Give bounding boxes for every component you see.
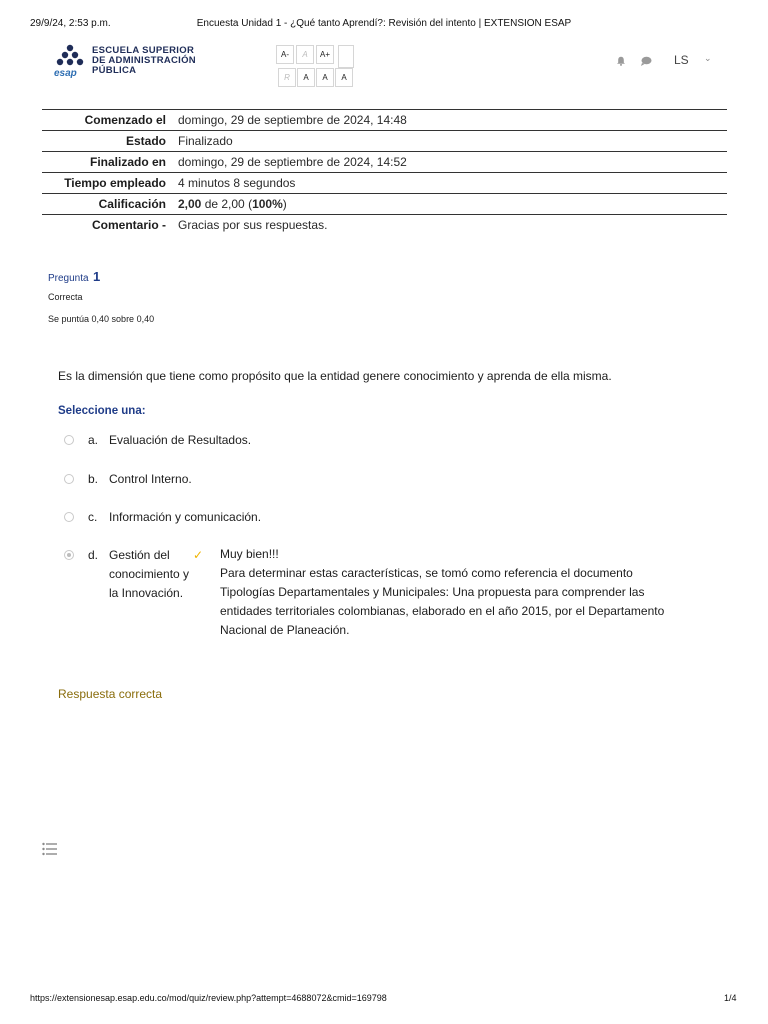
summary-value [172, 194, 727, 215]
option-text: Control Interno. [109, 472, 192, 486]
summary-row-time [42, 173, 727, 194]
font-blank-button[interactable] [338, 45, 354, 68]
print-url: https://extensionesap.esap.edu.co/mod/quiz/review.php?attempt=4688072&cmid=169798 [30, 993, 387, 1003]
print-title: Encuesta Unidad 1 - ¿Qué tanto Aprendí?: Revisión del intento | EXTENSION ESAP [196, 18, 572, 29]
question-label: Pregunta [48, 273, 89, 284]
summary-value: Finalizado [172, 131, 727, 152]
option-letter: d. [88, 548, 99, 562]
summary-label: Tiempo empleado [42, 173, 172, 194]
summary-value: domingo, 29 de septiembre de 2024, 14:48 [172, 110, 727, 131]
summary-row-state [42, 131, 727, 152]
esap-logo[interactable] [50, 44, 220, 84]
summary-row-grade [42, 194, 727, 215]
radio-button-selected[interactable] [64, 550, 74, 560]
option-text: Información y comunicación. [109, 510, 262, 524]
summary-label: Comenzado el [42, 110, 172, 131]
summary-row-started [42, 110, 727, 131]
question-number [48, 268, 100, 286]
list-icon[interactable] [42, 842, 58, 856]
radio-button[interactable] [64, 512, 74, 522]
option-text: Evaluación de Resultados. [109, 433, 252, 447]
font-decrease-button[interactable]: A- [276, 45, 294, 64]
option-letter: b. [88, 472, 99, 486]
summary-value: domingo, 29 de septiembre de 2024, 14:52 [172, 152, 727, 173]
contrast-button-2[interactable]: A [316, 68, 334, 87]
logo-mark-text: esap [54, 68, 77, 79]
summary-row-comment [42, 215, 727, 236]
radio-button[interactable] [64, 435, 74, 445]
summary-label: Finalizado en [42, 152, 172, 173]
logo-line-1: ESCUELA SUPERIOR [92, 45, 195, 56]
font-reset-button[interactable]: A [296, 45, 314, 64]
option-letter: a. [88, 433, 99, 447]
option-letter: c. [88, 510, 98, 524]
summary-label: Comentario - [42, 215, 172, 236]
esap-logo-icon [52, 44, 92, 80]
print-page-number: 1/4 [724, 993, 737, 1003]
feedback-title: Muy bien!!! [220, 547, 279, 561]
attempt-summary-table [42, 109, 727, 236]
question-grade: Se puntúa 0,40 sobre 0,40 [48, 314, 155, 324]
summary-row-finished [42, 152, 727, 173]
contrast-button-1[interactable]: A [297, 68, 315, 87]
grade-percent: 100% [252, 197, 283, 211]
contrast-reset-button[interactable]: R [278, 68, 296, 87]
question-number-value: 1 [93, 269, 101, 284]
logo-line-3: PÚBLICA [92, 65, 137, 76]
contrast-button-3[interactable]: A [335, 68, 353, 87]
specific-feedback [220, 545, 690, 640]
chat-icon[interactable] [640, 56, 652, 66]
summary-label: Calificación [42, 194, 172, 215]
bell-icon[interactable] [616, 56, 626, 66]
question-prompt: Seleccione una: [58, 405, 146, 417]
grade-close: ) [282, 197, 287, 211]
question-text: Es la dimensión que tiene como propósito que la entidad genere conocimiento y aprenda de ella misma. [58, 369, 612, 383]
summary-label: Estado [42, 131, 172, 152]
logo-text [92, 46, 196, 76]
summary-value: 4 minutos 8 segundos [172, 173, 727, 194]
chevron-down-icon[interactable]: ⌄ [704, 53, 712, 63]
radio-button[interactable] [64, 474, 74, 484]
right-answer-feedback: Respuesta correcta [58, 687, 163, 701]
question-state: Correcta [48, 292, 83, 302]
user-menu-initials[interactable]: LS [674, 53, 689, 67]
grade-value: 2,00 [178, 197, 202, 211]
grade-of: de 2,00 ( [201, 197, 253, 211]
feedback-body: Para determinar estas características, se tomó como referencia el documento Tipologías Departamentales y Municipales: Una propuesta para comprender las entidades territoriales colombianas, elaborado en el año 2015, por el Departamento Nacional de Planeación. [220, 566, 665, 637]
summary-value: Gracias por sus respuestas. [172, 215, 727, 236]
option-text: Gestión del conocimiento y la Innovación. [109, 548, 190, 600]
print-date: 29/9/24, 2:53 p.m. [30, 18, 111, 29]
font-increase-button[interactable]: A+ [316, 45, 334, 64]
checkmark-icon: ✓ [193, 548, 204, 562]
logo-line-2: DE ADMINISTRACIÓN [92, 55, 196, 66]
